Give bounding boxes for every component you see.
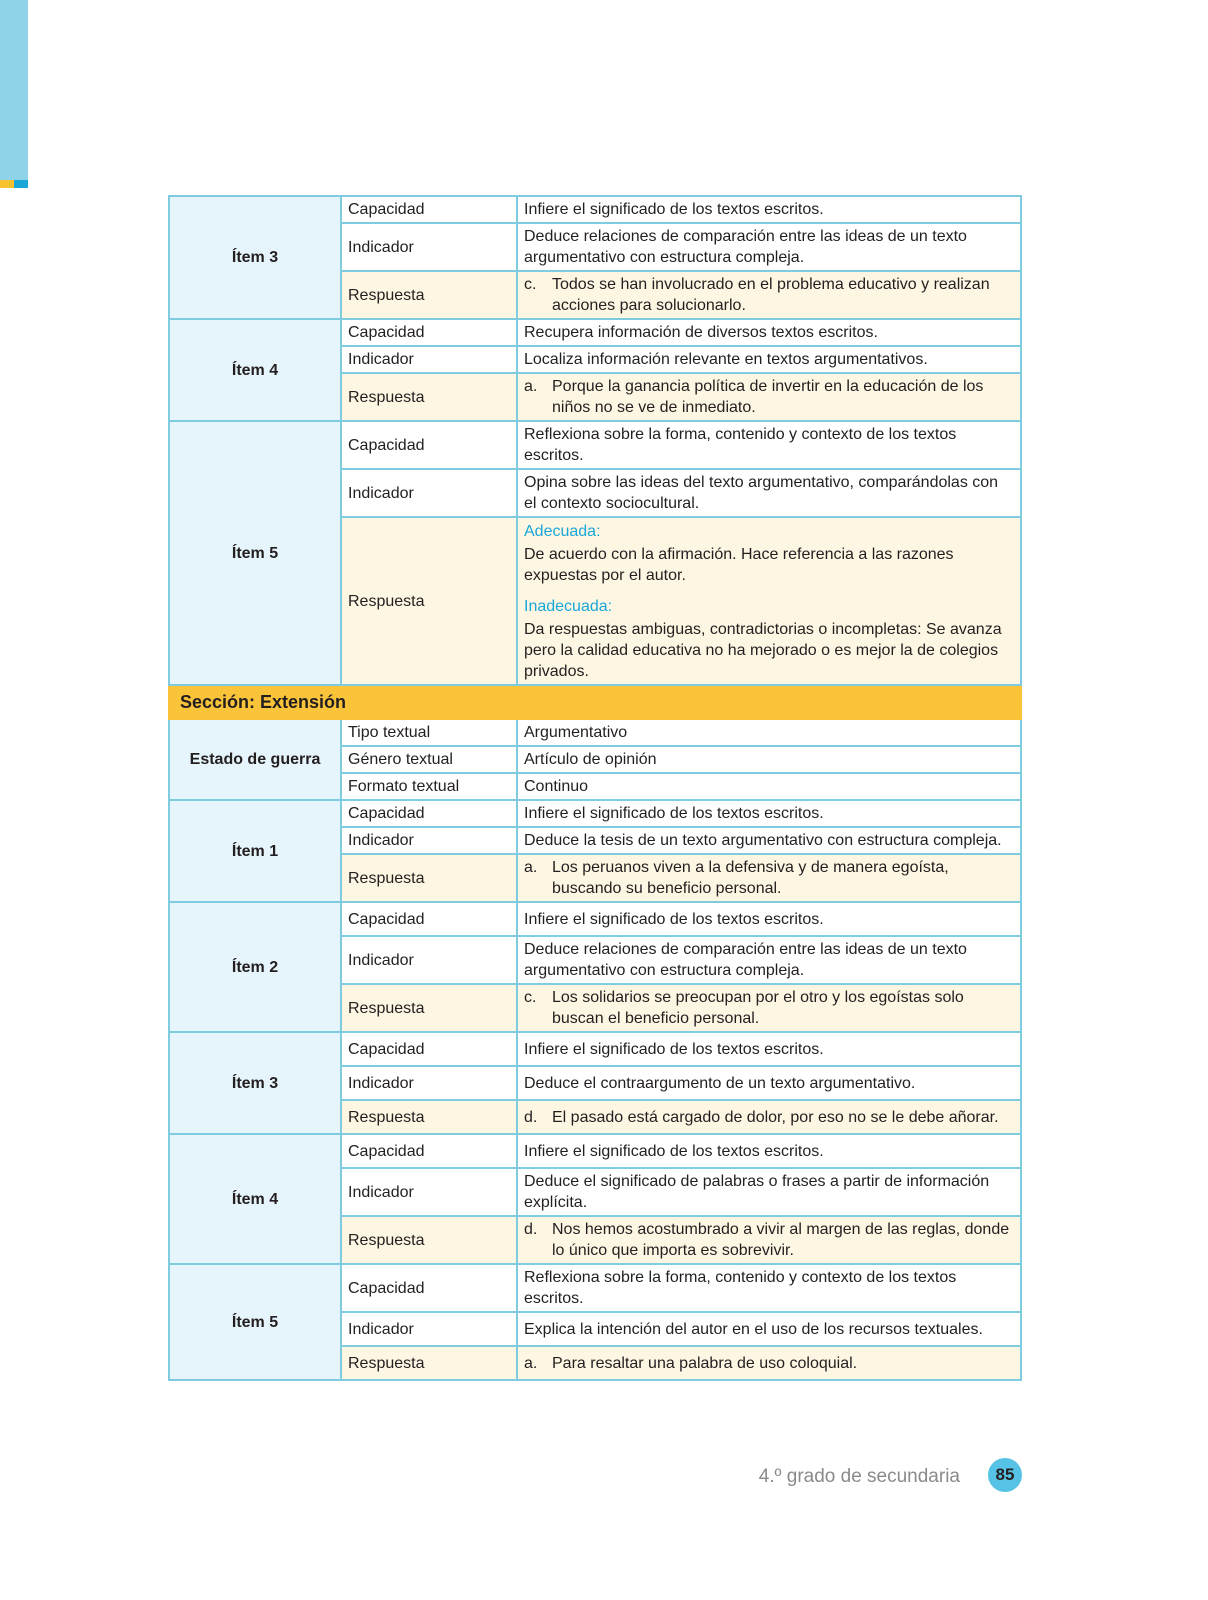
item-title: Ítem 5 [169,421,341,685]
inadecuada-block [524,596,1014,682]
row-label-indicador: Indicador [341,1312,517,1346]
table-row [169,196,1021,223]
answer-text: Para resaltar una palabra de uso coloquial. [552,1354,858,1372]
adecuada-text: De acuerdo con la afirmación. Hace referencia a las razones expuestas por el autor. [524,545,954,584]
section-header-row [169,685,1021,719]
adecuada-block [524,521,1014,586]
table-row [169,1264,1021,1312]
tipo-textual-value: Argumentativo [517,719,1021,746]
capacidad-value: Infiere el significado de los textos escritos. [517,902,1021,936]
yellow-tab-marker [0,180,14,188]
respuesta-value [517,1216,1021,1264]
table-row [169,421,1021,469]
row-label-respuesta: Respuesta [341,984,517,1032]
page-number: 85 [988,1458,1022,1492]
row-label-indicador: Indicador [341,936,517,984]
row-label-indicador: Indicador [341,346,517,373]
indicador-value: Localiza información relevante en textos argumentativos. [517,346,1021,373]
item-title: Ítem 3 [169,1032,341,1134]
row-label-indicador: Indicador [341,1066,517,1100]
answer-letter: d. [524,1221,538,1238]
row-label-tipo-textual: Tipo textual [341,719,517,746]
capacidad-value: Infiere el significado de los textos escritos. [517,1032,1021,1066]
item-title: Ítem 5 [169,1264,341,1380]
inadecuada-title: Inadecuada: [524,597,613,615]
footer-grade: 4.º grado de secundaria [758,1466,960,1487]
indicador-value: Deduce el significado de palabras o frases a partir de información explícita. [517,1168,1021,1216]
answer-text: Nos hemos acostumbrado a vivir al margen de las reglas, donde lo único que importa es sobrevivir. [552,1221,1010,1259]
answer-key-table [168,195,1022,1381]
table-row [169,719,1021,746]
respuesta-value [517,1346,1021,1380]
respuesta-value [517,373,1021,421]
capacidad-value: Infiere el significado de los textos escritos. [517,196,1021,223]
answer-text: Los solidarios se preocupan por el otro y los egoístas solo buscan el beneficio personal. [552,989,964,1027]
side-color-strip [0,0,28,188]
table-row [169,1134,1021,1168]
respuesta-value [517,984,1021,1032]
answer-letter: c. [524,989,537,1006]
row-label-respuesta: Respuesta [341,517,517,685]
capacidad-value: Reflexiona sobre la forma, contenido y contexto de los textos escritos. [517,421,1021,469]
row-label-respuesta: Respuesta [341,271,517,319]
answer-letter: c. [524,276,537,293]
indicador-value: Deduce la tesis de un texto argumentativo con estructura compleja. [517,827,1021,854]
answer-text: Porque la ganancia política de invertir en la educación de los niños no se ve de inmediato. [552,378,984,416]
indicador-value: Explica la intención del autor en el uso de los recursos textuales. [517,1312,1021,1346]
row-label-indicador: Indicador [341,1168,517,1216]
formato-textual-value: Continuo [517,773,1021,800]
adecuada-title: Adecuada: [524,522,601,540]
row-label-indicador: Indicador [341,223,517,271]
table-row [169,902,1021,936]
row-label-genero-textual: Género textual [341,746,517,773]
table-row [169,319,1021,346]
row-label-capacidad: Capacidad [341,902,517,936]
row-label-respuesta: Respuesta [341,1216,517,1264]
row-label-capacidad: Capacidad [341,319,517,346]
respuesta-value [517,517,1021,685]
respuesta-value [517,1100,1021,1134]
respuesta-value [517,854,1021,902]
indicador-value: Deduce el contraargumento de un texto argumentativo. [517,1066,1021,1100]
indicador-value: Deduce relaciones de comparación entre las ideas de un texto argumentativo con estructura compleja. [517,936,1021,984]
answer-letter: a. [524,859,538,876]
capacidad-value: Reflexiona sobre la forma, contenido y contexto de los textos escritos. [517,1264,1021,1312]
answer-letter: d. [524,1108,538,1126]
inadecuada-text: Da respuestas ambiguas, contradictorias o incompletas: Se avanza pero la calidad educativa no ha mejorado o es mejor la de colegios privados. [524,620,1002,680]
indicador-value: Deduce relaciones de comparación entre las ideas de un texto argumentativo con estructura compleja. [517,223,1021,271]
row-label-respuesta: Respuesta [341,1346,517,1380]
capacidad-value: Infiere el significado de los textos escritos. [517,1134,1021,1168]
table-row [169,1032,1021,1066]
item-title: Ítem 4 [169,319,341,421]
row-label-capacidad: Capacidad [341,421,517,469]
row-label-respuesta: Respuesta [341,373,517,421]
row-label-indicador: Indicador [341,469,517,517]
item-title: Ítem 3 [169,196,341,319]
answer-text: El pasado está cargado de dolor, por eso no se le debe añorar. [552,1108,999,1126]
capacidad-value: Recupera información de diversos textos escritos. [517,319,1021,346]
row-label-respuesta: Respuesta [341,1100,517,1134]
section-title: Sección: Extensión [169,685,1021,719]
row-label-indicador: Indicador [341,827,517,854]
answer-text: Todos se han involucrado en el problema educativo y realizan acciones para solucionarlo. [552,276,990,314]
answer-letter: a. [524,1354,538,1372]
text-title: Estado de guerra [169,719,341,800]
row-label-capacidad: Capacidad [341,1032,517,1066]
answer-letter: a. [524,378,538,395]
row-label-capacidad: Capacidad [341,1264,517,1312]
genero-textual-value: Artículo de opinión [517,746,1021,773]
row-label-capacidad: Capacidad [341,196,517,223]
answer-text: Los peruanos viven a la defensiva y de manera egoísta, buscando su beneficio personal. [552,859,949,897]
row-label-capacidad: Capacidad [341,1134,517,1168]
row-label-formato-textual: Formato textual [341,773,517,800]
item-title: Ítem 4 [169,1134,341,1264]
blue-tab-marker [14,180,28,188]
respuesta-value [517,271,1021,319]
row-label-respuesta: Respuesta [341,854,517,902]
item-title: Ítem 2 [169,902,341,1032]
row-label-capacidad: Capacidad [341,800,517,827]
capacidad-value: Infiere el significado de los textos escritos. [517,800,1021,827]
indicador-value: Opina sobre las ideas del texto argumentativo, comparándolas con el contexto sociocultural. [517,469,1021,517]
table-row [169,800,1021,827]
item-title: Ítem 1 [169,800,341,902]
